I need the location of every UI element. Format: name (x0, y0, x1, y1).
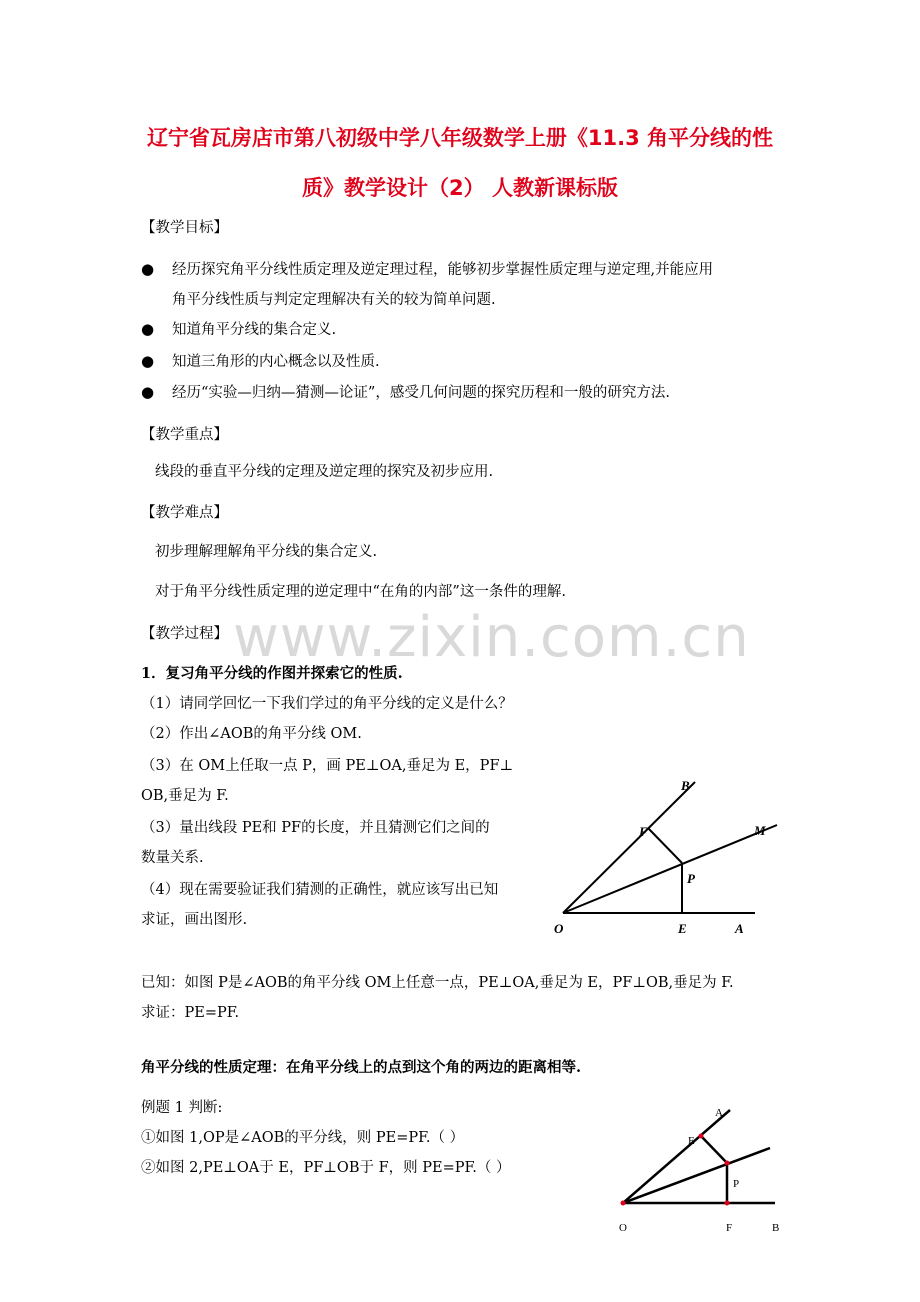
label-o: O (554, 921, 564, 936)
label-o: O (619, 1222, 627, 1234)
point-p (725, 1161, 730, 1166)
point-e (699, 1134, 704, 1139)
given-statement: 已知：如图 P是∠AOB的角平分线 OM上任意一点，PE⊥OA,垂足为 E，PF⊥OB,垂足为 F. (141, 975, 734, 991)
section-heading-process: 【教学过程】 (141, 626, 228, 642)
question-3-line-2: OB,垂足为 F. (141, 788, 229, 804)
label-b: B (772, 1222, 780, 1234)
label-a: A (735, 921, 744, 936)
example-item-1: ①如图 1,OP是∠AOB的平分线，则 PE=PF.（ ） (141, 1130, 465, 1146)
bullet-icon: ● (141, 352, 155, 370)
label-f: F (639, 824, 648, 839)
question-1: （1）请同学回忆一下我们学过的角平分线的定义是什么？ (141, 696, 513, 712)
difficulty-text-1: 初步理解理解角平分线的集合定义. (155, 544, 378, 560)
question-2: （2）作出∠AOB的角平分线 OM. (141, 726, 362, 742)
section-heading-goals: 【教学目标】 (141, 220, 228, 236)
bullet-icon: ● (141, 260, 155, 278)
difficulty-text-2: 对于角平分线性质定理的逆定理中“在角的内部”这一条件的理解. (155, 584, 566, 600)
point-o (621, 1201, 626, 1206)
bullet-icon: ● (141, 383, 155, 401)
label-e: E (688, 1135, 695, 1147)
ray-oa (623, 1110, 730, 1203)
prove-statement: 求证：PE=PF. (141, 1005, 240, 1021)
angle-bisector-figure-1 (545, 770, 785, 940)
label-b: B (681, 778, 690, 793)
label-e: E (678, 921, 687, 936)
section-heading-key: 【教学重点】 (141, 427, 228, 443)
question-4-line-1: （4）现在需要验证我们猜测的正确性，就应该写出已知 (141, 882, 499, 898)
label-f: F (726, 1222, 733, 1234)
point-f (725, 1201, 730, 1206)
segment-pe (701, 1136, 727, 1163)
goal-item-1-line-2: 角平分线性质与判定定理解决有关的较为简单问题. (172, 292, 496, 308)
label-m: M (754, 823, 766, 838)
watermark: www.zixin.com.cn (233, 605, 750, 670)
document-title-line2: 质》教学设计（2） 人教新课标版 (302, 176, 618, 200)
section-heading-difficulty: 【教学难点】 (141, 505, 228, 521)
question-3b-line-1: （3）量出线段 PE和 PF的长度，并且猜测它们之间的 (141, 820, 490, 836)
example-item-2: ②如图 2,PE⊥OA于 E，PF⊥OB于 F，则 PE=PF.（ ） (141, 1160, 511, 1176)
theorem-statement: 角平分线的性质定理：在角平分线上的点到这个角的两边的距离相等. (141, 1059, 582, 1076)
label-a: A (715, 1107, 723, 1119)
angle-bisector-figure-2 (605, 1100, 795, 1240)
question-3-line-1: （3）在 OM上任取一点 P，画 PE⊥OA,垂足为 E，PF⊥ (141, 758, 514, 774)
example-title: 例题 1 判断: (141, 1100, 223, 1116)
label-p: P (733, 1178, 740, 1190)
bisector-ray (623, 1148, 770, 1203)
goal-item-3: 知道三角形的内心概念以及性质. (172, 354, 380, 370)
question-3b-line-2: 数量关系. (141, 850, 204, 866)
label-p: P (687, 871, 695, 886)
goal-item-1-line-1: 经历探究角平分线性质定理及逆定理过程，能够初步掌握性质定理与逆定理,并能应用 (172, 262, 714, 278)
document-title-line1: 辽宁省瓦房店市第八初级中学八年级数学上册《11.3 角平分线的性 (146, 126, 774, 150)
goal-item-4: 经历“实验—归纳—猜测—论证”，感受几何问题的探究历程和一般的研究方法. (172, 385, 670, 401)
key-point-text: 线段的垂直平分线的定理及逆定理的探究及初步应用. (155, 464, 494, 480)
ray-om (563, 825, 777, 913)
goal-item-2: 知道角平分线的集合定义. (172, 322, 337, 338)
segment-pf (648, 828, 682, 863)
ray-ob (563, 782, 695, 913)
process-heading: 1．复习角平分线的作图并探索它的性质. (141, 665, 403, 682)
bullet-icon: ● (141, 320, 155, 338)
question-4-line-2: 求证，画出图形. (141, 912, 248, 928)
